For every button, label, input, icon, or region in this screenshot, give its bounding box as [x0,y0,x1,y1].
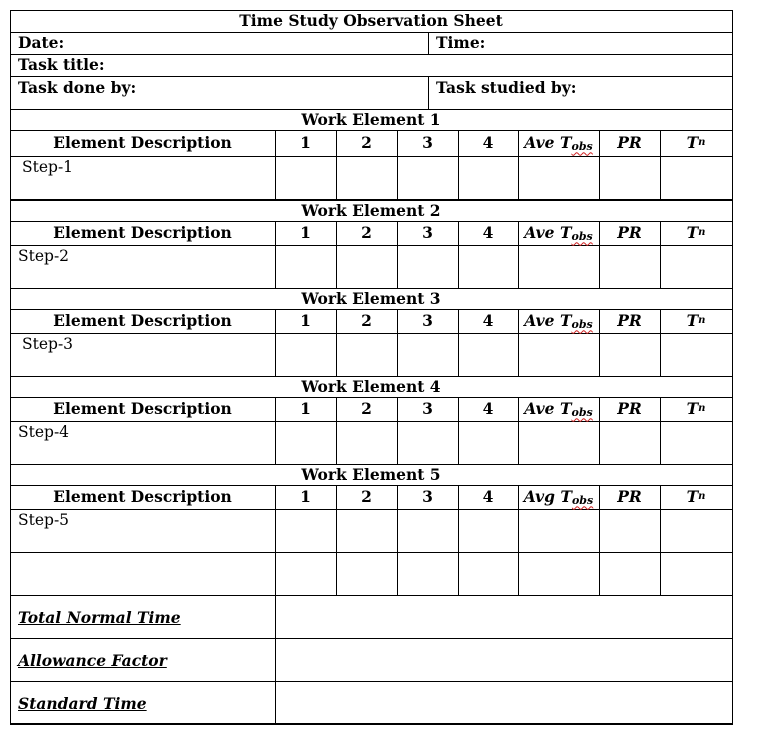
col-average-time [518,397,599,421]
work-element-title: Work Element 1 [301,109,441,129]
task-studied-by-label[interactable]: Task studied by: [436,78,577,97]
col-performance-rating: PR [617,399,642,419]
col-observation-1: 1 [300,487,311,507]
observation-input-cell[interactable] [518,156,599,199]
col-performance-rating: PR [617,223,642,243]
col-observation-1: 1 [300,311,311,331]
obs-subscript: obs [571,493,594,507]
col-normal-time [660,309,732,333]
col-observation-1: 1 [300,133,311,153]
observation-input-cell[interactable] [397,333,458,376]
work-element-title: Work Element 2 [301,200,441,220]
observation-input-cell[interactable] [336,552,397,595]
observation-input-cell[interactable] [275,421,336,464]
col-observation-1: 1 [300,399,311,419]
observation-input-cell[interactable] [397,245,458,288]
col-average-time [518,130,599,156]
step-description-cell[interactable] [10,245,275,288]
grid-line [10,76,733,77]
col-observation-4: 4 [482,311,494,331]
allowance-factor-value[interactable] [275,638,732,681]
col-element-description: Element Description [53,311,232,331]
observation-input-cell[interactable] [458,156,518,199]
grid-line [428,32,429,54]
col-observation-4: 4 [482,487,494,507]
observation-input-cell[interactable] [599,245,660,288]
grid-line [428,76,429,109]
grid-line [10,10,11,723]
col-average-time [518,485,599,509]
normal-time-label: T [686,487,699,507]
normal-time-subscript: n [698,315,706,326]
observation-input-cell[interactable] [660,245,732,288]
total-normal-time-label: Total Normal Time [18,607,181,627]
grid-line [275,595,276,638]
observation-input-cell[interactable] [275,509,336,552]
col-normal-time [660,485,732,509]
step-description-cell[interactable] [10,333,275,376]
col-average-time [518,221,599,245]
observation-input-cell[interactable] [599,156,660,199]
normal-time-label: T [686,133,699,153]
observation-input-cell[interactable] [397,552,458,595]
col-observation-2: 2 [361,399,372,419]
work-element-title: Work Element 3 [301,288,441,308]
observation-input-cell[interactable] [336,245,397,288]
observation-input-cell[interactable] [397,421,458,464]
observation-input-cell[interactable] [458,421,518,464]
observation-input-cell[interactable] [397,509,458,552]
observation-input-cell[interactable] [458,245,518,288]
col-observation-3: 3 [422,311,433,331]
date-field[interactable]: Time: [436,33,486,53]
step-description-cell[interactable] [10,509,275,552]
grid-line [275,681,276,724]
normal-time-label: T [686,399,699,419]
col-element-description: Element Description [53,133,232,153]
observation-input-cell[interactable] [458,552,518,595]
sheet-title: Time Study Observation Sheet [239,11,503,31]
observation-input-cell[interactable] [336,156,397,199]
observation-input-cell[interactable] [599,421,660,464]
normal-time-subscript: n [698,403,706,414]
observation-input-cell[interactable] [275,245,336,288]
observation-input-cell[interactable] [518,421,599,464]
observation-input-cell[interactable] [336,333,397,376]
step-label: Step-3 [22,335,74,353]
normal-time-subscript: n [698,491,706,502]
col-observation-2: 2 [361,133,372,153]
work-element-title: Work Element 4 [301,376,441,396]
step-description-cell[interactable] [10,552,275,595]
average-time-label: Ave T [524,311,572,331]
grid-line [10,32,733,33]
step-label: Step-2 [18,247,70,265]
task-title-label[interactable]: Task title: [18,55,105,75]
work-element-title: Work Element 5 [301,464,441,484]
observation-input-cell[interactable] [518,509,599,552]
col-normal-time [660,130,732,156]
col-observation-4: 4 [482,399,494,419]
task-done-by-label[interactable]: Task done by: [18,78,137,97]
time-study-sheet [10,10,732,723]
observation-input-cell[interactable] [660,156,732,199]
normal-time-label: T [686,223,699,243]
grid-line [732,10,733,723]
col-observation-2: 2 [361,311,372,331]
observation-input-cell[interactable] [599,509,660,552]
observation-input-cell[interactable] [336,509,397,552]
col-observation-4: 4 [482,133,494,153]
observation-input-cell[interactable] [518,333,599,376]
col-observation-4: 4 [482,223,494,243]
normal-time-label: T [686,311,699,331]
average-time-label: Avg T [523,487,572,507]
observation-input-cell[interactable] [660,333,732,376]
average-time-label: Ave T [524,133,572,153]
allowance-factor-label: Allowance Factor [18,650,167,670]
observation-input-cell[interactable] [275,552,336,595]
grid-line [10,724,733,725]
col-observation-1: 1 [300,223,311,243]
observation-input-cell[interactable] [458,509,518,552]
observation-input-cell[interactable] [599,333,660,376]
col-performance-rating: PR [617,311,642,331]
col-observation-2: 2 [361,487,372,507]
grid-line [10,54,733,55]
col-element-description: Element Description [53,223,232,243]
standard-time-value[interactable] [275,681,732,724]
obs-subscript: obs [571,317,593,331]
average-time-label: Ave T [524,223,572,243]
col-normal-time [660,221,732,245]
step-label: Step-5 [18,511,70,529]
grid-line [275,638,276,681]
col-observation-2: 2 [361,223,372,243]
step-description-cell[interactable] [10,156,275,199]
standard-time-label: Standard Time [18,693,147,713]
observation-input-cell[interactable] [518,552,599,595]
observation-input-cell[interactable] [397,156,458,199]
normal-time-subscript: n [698,227,706,238]
col-performance-rating: PR [617,487,642,507]
obs-subscript: obs [571,405,593,419]
grid-line [10,10,733,11]
col-observation-3: 3 [422,223,433,243]
observation-input-cell[interactable] [458,333,518,376]
col-observation-3: 3 [422,487,433,507]
col-average-time [518,309,599,333]
obs-subscript: obs [571,229,593,243]
observation-input-cell[interactable] [336,421,397,464]
obs-subscript: obs [571,139,593,153]
observation-input-cell[interactable] [275,156,336,199]
observation-input-cell[interactable] [275,333,336,376]
col-element-description: Element Description [53,487,232,507]
grid-line [10,723,733,724]
step-label: Step-4 [18,423,70,441]
col-performance-rating: PR [617,133,642,153]
observation-input-cell[interactable] [660,421,732,464]
observation-input-cell[interactable] [599,552,660,595]
date-label: Date: [18,33,65,53]
col-observation-3: 3 [422,399,433,419]
observation-input-cell[interactable] [518,245,599,288]
step-description-cell[interactable] [10,421,275,464]
step-label: Step-1 [22,158,74,176]
average-time-label: Ave T [524,399,572,419]
total-normal-time-value[interactable] [275,595,732,638]
col-normal-time [660,397,732,421]
col-observation-3: 3 [422,133,433,153]
observation-input-cell[interactable] [660,552,732,595]
col-element-description: Element Description [53,399,232,419]
normal-time-subscript: n [698,137,706,148]
observation-input-cell[interactable] [660,509,732,552]
